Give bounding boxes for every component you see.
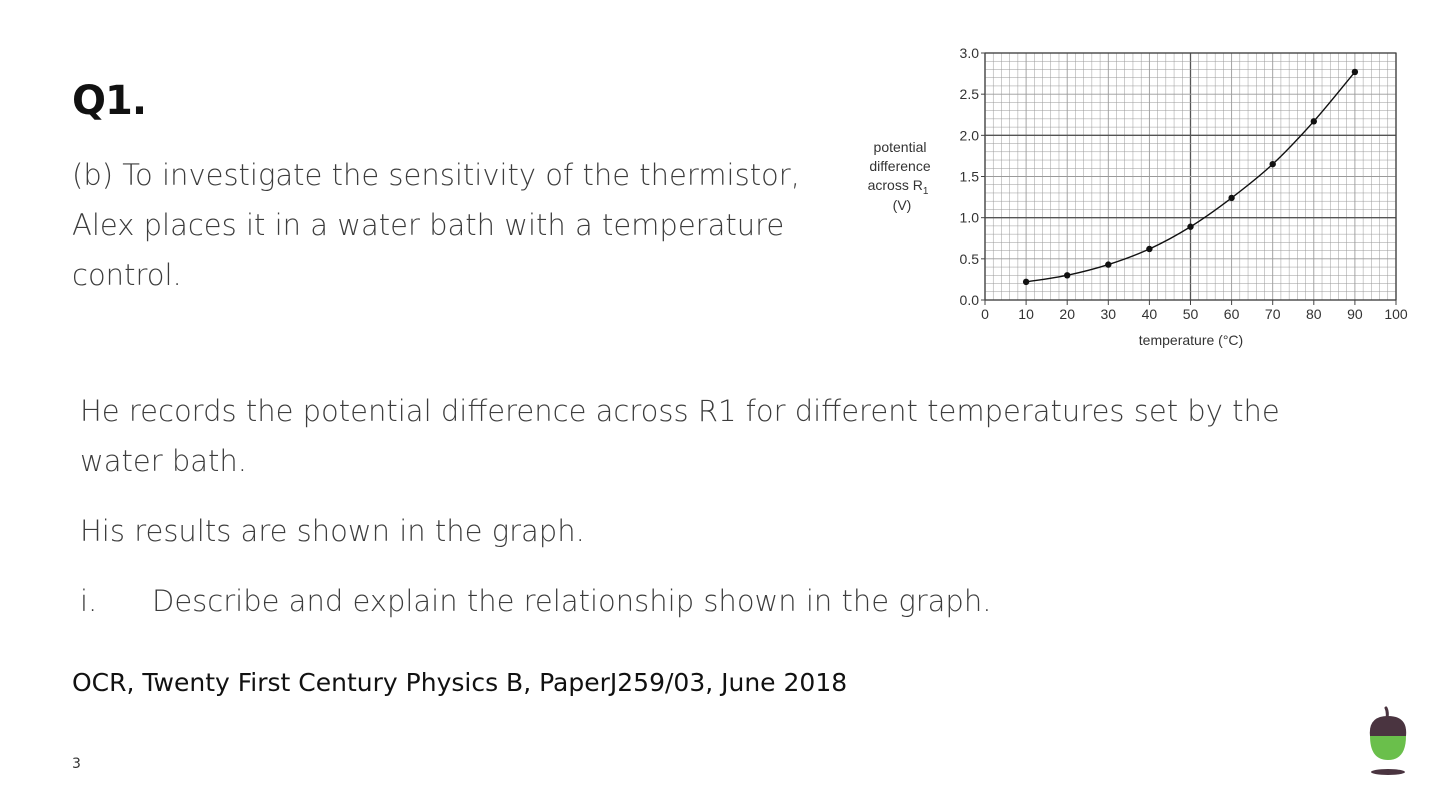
y-axis-label-line-4: (V) <box>892 197 912 213</box>
data-point <box>1228 195 1234 201</box>
data-point <box>1105 261 1111 267</box>
question-item <box>80 576 991 626</box>
x-tick-label: 40 <box>1141 306 1158 322</box>
y-axis-label-subscript: 1 <box>922 186 929 197</box>
data-point <box>1352 69 1358 75</box>
y-axis-label-line-3 <box>868 177 929 197</box>
paragraph-results: His results are shown in the graph. <box>80 514 585 548</box>
source-citation: OCR, Twenty First Century Physics B, PaperJ259/03, June 2018 <box>72 668 848 697</box>
x-tick-label: 80 <box>1306 306 1322 322</box>
y-axis-label-across: across R <box>867 177 923 193</box>
data-point <box>1146 246 1152 252</box>
data-point <box>1311 118 1317 124</box>
x-tick-label: 60 <box>1223 306 1240 322</box>
pd-vs-temperature-chart <box>850 38 1430 358</box>
acorn-shadow <box>1371 769 1405 775</box>
page-number: 3 <box>72 756 81 772</box>
data-point <box>1187 224 1193 230</box>
y-axis-label-line-2: difference <box>869 158 931 174</box>
question-number: i. <box>80 584 98 618</box>
acorn-cap <box>1370 716 1406 736</box>
y-tick-label: 0.0 <box>959 292 979 308</box>
slide-title: Q1. <box>72 78 147 124</box>
x-tick-label: 0 <box>981 306 989 322</box>
x-tick-label: 30 <box>1100 306 1117 322</box>
y-tick-label: 2.0 <box>959 127 979 144</box>
intro-text: (b) To investigate the sensitivity of the thermistor, Alex places it in a water bath with a temperature control. <box>72 158 800 292</box>
acorn-icon <box>1364 706 1412 778</box>
y-axis-label-line-1: potential <box>873 139 927 155</box>
paragraph-records: He records the potential difference across R1 for different temperatures set by the water bath. <box>80 394 1280 478</box>
y-tick-label: 2.5 <box>959 86 979 103</box>
y-tick-label: 3.0 <box>959 45 979 61</box>
data-point <box>1064 272 1070 278</box>
acorn-body <box>1370 736 1406 760</box>
y-tick-label: 1.0 <box>959 209 979 226</box>
x-tick-label: 20 <box>1059 306 1075 322</box>
x-tick-label: 100 <box>1384 306 1408 322</box>
x-tick-label: 70 <box>1264 306 1281 322</box>
x-tick-label: 10 <box>1018 306 1034 322</box>
x-tick-label: 50 <box>1182 306 1199 322</box>
chart-grid <box>985 53 1396 300</box>
x-axis-label: temperature (°C) <box>1138 332 1244 348</box>
data-point <box>1023 279 1029 285</box>
question-text: Describe and explain the relationship shown in the graph. <box>152 584 992 618</box>
data-point <box>1270 161 1276 167</box>
x-tick-label: 90 <box>1347 306 1363 322</box>
y-tick-label: 1.5 <box>959 168 979 185</box>
y-tick-label: 0.5 <box>959 250 979 267</box>
